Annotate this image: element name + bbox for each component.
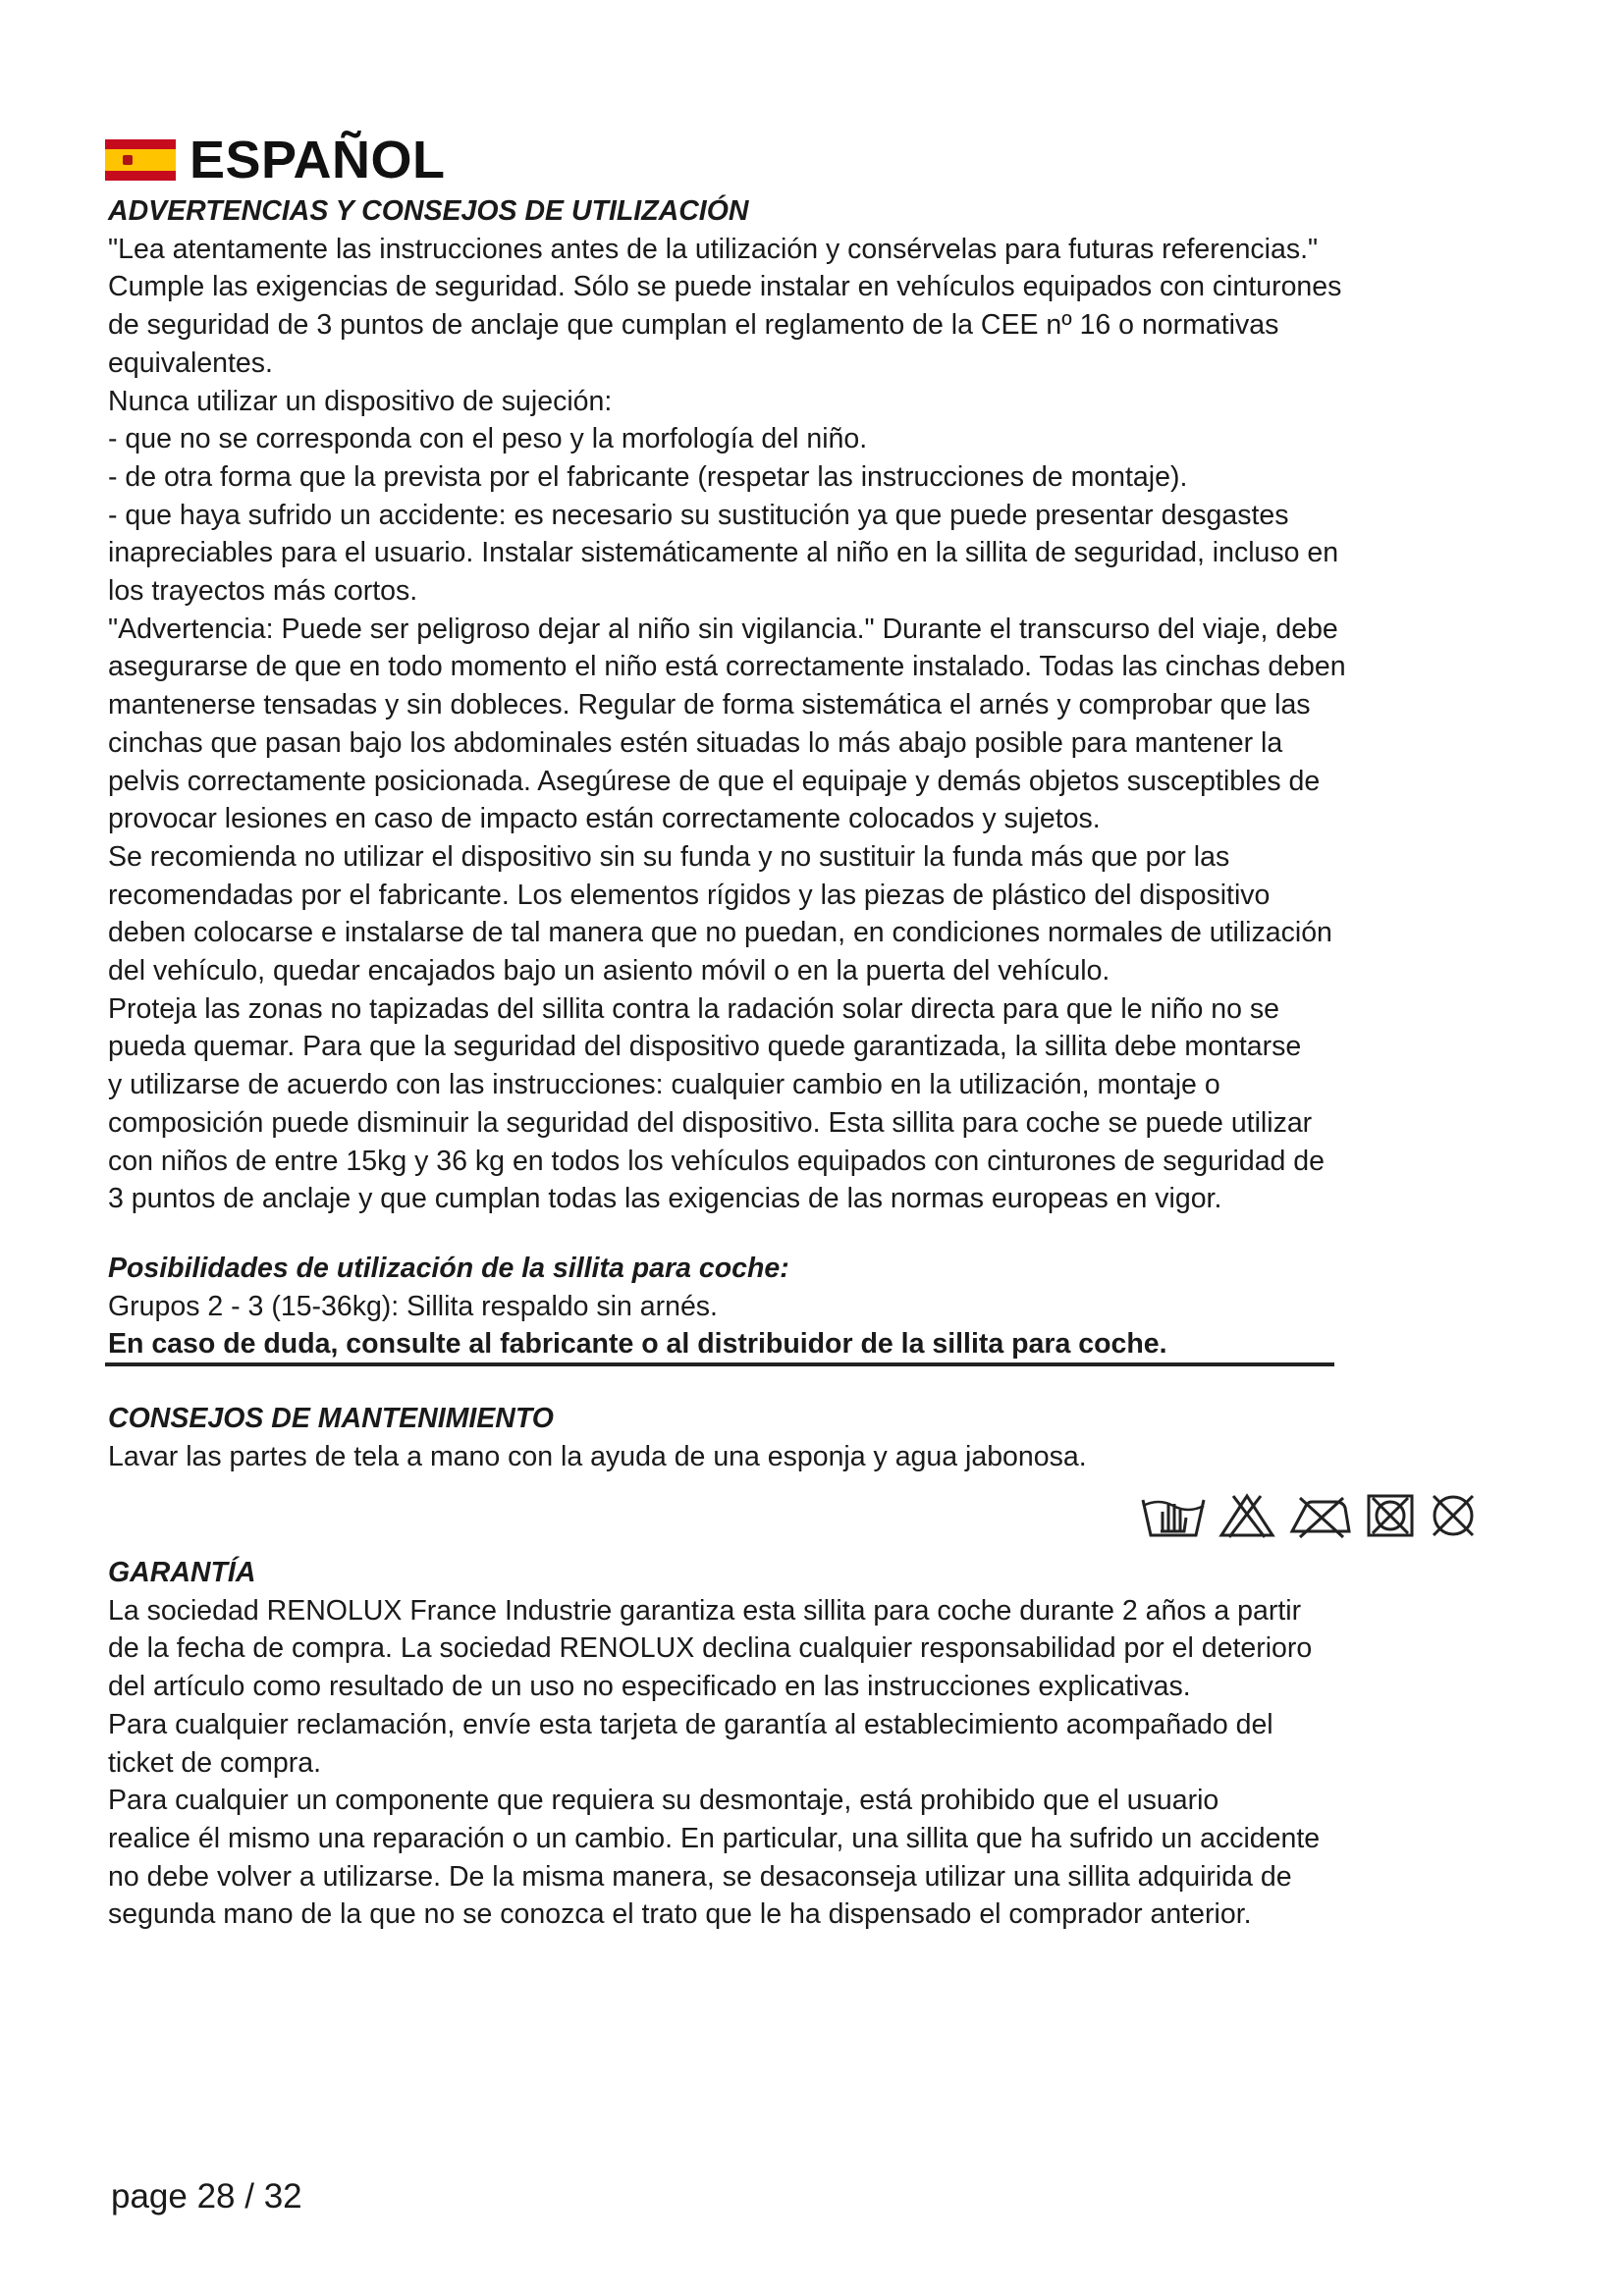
warranty-line: Para cualquier reclamación, envíe esta tarjeta de garantía al establecimiento acompañado del: [108, 1708, 1273, 1740]
warning-line: cinchas que pasan bajo los abdominales estén situadas lo más abajo posible para mantener la: [108, 726, 1283, 759]
no-dry-clean-icon: [1426, 1492, 1481, 1539]
warning-line: de seguridad de 3 puntos de anclaje que cumplan el reglamento de la CEE nº 16 o normativas: [108, 309, 1279, 342]
language-header: [105, 130, 446, 190]
warning-line: los trayectos más cortos.: [108, 575, 418, 608]
no-tumble-dry-icon: [1365, 1492, 1416, 1539]
warning-line: del vehículo, quedar encajados bajo un asiento móvil o en la puerta del vehículo.: [108, 955, 1110, 988]
warning-line: asegurarse de que en todo momento el niño está correctamente instalado. Todas las cinchas deben: [108, 651, 1346, 683]
warning-line: y utilizarse de acuerdo con las instrucciones: cualquier cambio en la utilización, montaje o: [108, 1069, 1220, 1101]
warning-line: Nunca utilizar un dispositivo de sujeción:: [108, 385, 613, 417]
warning-line: recomendadas por el fabricante. Los elementos rígidos y las piezas de plástico del dispositivo: [108, 879, 1271, 911]
warning-line: - de otra forma que la prevista por el fabricante (respetar las instrucciones de montaje).: [108, 460, 1188, 493]
notice-underline: [105, 1362, 1334, 1366]
warning-line: provocar lesiones en caso de impacto están correctamente colocados y sujetos.: [108, 803, 1101, 835]
warnings-section: [108, 192, 1542, 1218]
warning-line: inapreciables para el usuario. Instalar sistemáticamente al niño en la sillita de seguridad, incluso en: [108, 537, 1339, 569]
care-symbols: [1139, 1492, 1481, 1539]
spain-flag-icon: [105, 139, 176, 181]
usage-section: [108, 1250, 1542, 1363]
warranty-line: La sociedad RENOLUX France Industrie garantiza esta sillita para coche durante 2 años a partir: [108, 1594, 1302, 1627]
hand-wash-icon: [1139, 1492, 1208, 1539]
warning-line: - que no se corresponda con el peso y la morfología del niño.: [108, 423, 868, 455]
warning-line: "Advertencia: Puede ser peligroso dejar al niño sin vigilancia." Durante el transcurso del viaje, debe: [108, 613, 1338, 645]
maintenance-section: [108, 1400, 1542, 1475]
maintenance-heading: CONSEJOS DE MANTENIMIENTO: [108, 1403, 554, 1434]
warranty-line: segunda mano de la que no se conozca el trato que le ha dispensado el comprador anterior.: [108, 1898, 1252, 1931]
warranty-line: de la fecha de compra. La sociedad RENOLUX declina cualquier responsabilidad por el deterioro: [108, 1632, 1313, 1665]
page-number: page 28 / 32: [111, 2177, 302, 2216]
warning-line: 3 puntos de anclaje y que cumplan todas las exigencias de las normas europeas en vigor.: [108, 1183, 1222, 1215]
usage-groups: Grupos 2 - 3 (15-36kg): Sillita respaldo sin arnés.: [108, 1290, 718, 1322]
no-iron-icon: [1286, 1492, 1355, 1539]
warning-line: mantenerse tensadas y sin dobleces. Regular de forma sistemática el arnés y comprobar que las: [108, 689, 1311, 721]
maintenance-text: Lavar las partes de tela a mano con la ayuda de una esponja y agua jabonosa.: [108, 1440, 1087, 1472]
language-title: ESPAÑOL: [189, 131, 446, 189]
warning-line: pueda quemar. Para que la seguridad del dispositivo quede garantizada, la sillita debe montarse: [108, 1031, 1302, 1063]
warranty-line: no debe volver a utilizarse. De la misma manera, se desaconseja utilizar una sillita adquirida de: [108, 1860, 1292, 1893]
warranty-line: Para cualquier un componente que requiera su desmontaje, está prohibido que el usuario: [108, 1785, 1219, 1817]
warranty-line: realice él mismo una reparación o un cambio. En particular, una sillita que ha sufrido un accidente: [108, 1822, 1321, 1854]
warning-line: equivalentes.: [108, 347, 273, 379]
warning-line: "Lea atentamente las instrucciones antes de la utilización y consérvelas para futuras referencias.": [108, 233, 1319, 265]
warning-line: Proteja las zonas no tapizadas del sillita contra la radación solar directa para que le niño no se: [108, 992, 1279, 1025]
warranty-heading: GARANTÍA: [108, 1557, 256, 1588]
warranty-line: del artículo como resultado de un uso no especificado en las instrucciones explicativas.: [108, 1671, 1191, 1703]
warning-line: con niños de entre 15kg y 36 kg en todos los vehículos equipados con cinturones de seguridad de: [108, 1145, 1326, 1177]
warnings-heading: ADVERTENCIAS Y CONSEJOS DE UTILIZACIÓN: [108, 195, 749, 227]
warning-line: pelvis correctamente posicionada. Asegúrese de que el equipaje y demás objetos susceptibles de: [108, 765, 1321, 797]
usage-heading: Posibilidades de utilización de la sillita para coche:: [108, 1253, 789, 1284]
warning-line: Cumple las exigencias de seguridad. Sólo se puede instalar en vehículos equipados con cinturones: [108, 271, 1342, 303]
warning-line: - que haya sufrido un accidente: es necesario su sustitución ya que puede presentar desgastes: [108, 499, 1289, 531]
warning-line: deben colocarse e instalarse de tal manera que no puedan, en condiciones normales de utilización: [108, 917, 1332, 949]
warning-line: composición puede disminuir la seguridad del dispositivo. Esta sillita para coche se puede utilizar: [108, 1106, 1313, 1139]
warranty-line: ticket de compra.: [108, 1746, 322, 1779]
warning-line: Se recomienda no utilizar el dispositivo sin su funda y no sustituir la funda más que por las: [108, 840, 1230, 873]
no-bleach-icon: [1218, 1492, 1276, 1539]
usage-notice: En caso de duda, consulte al fabricante o al distribuidor de la sillita para coche.: [108, 1328, 1167, 1361]
warranty-section: [108, 1554, 1542, 1934]
